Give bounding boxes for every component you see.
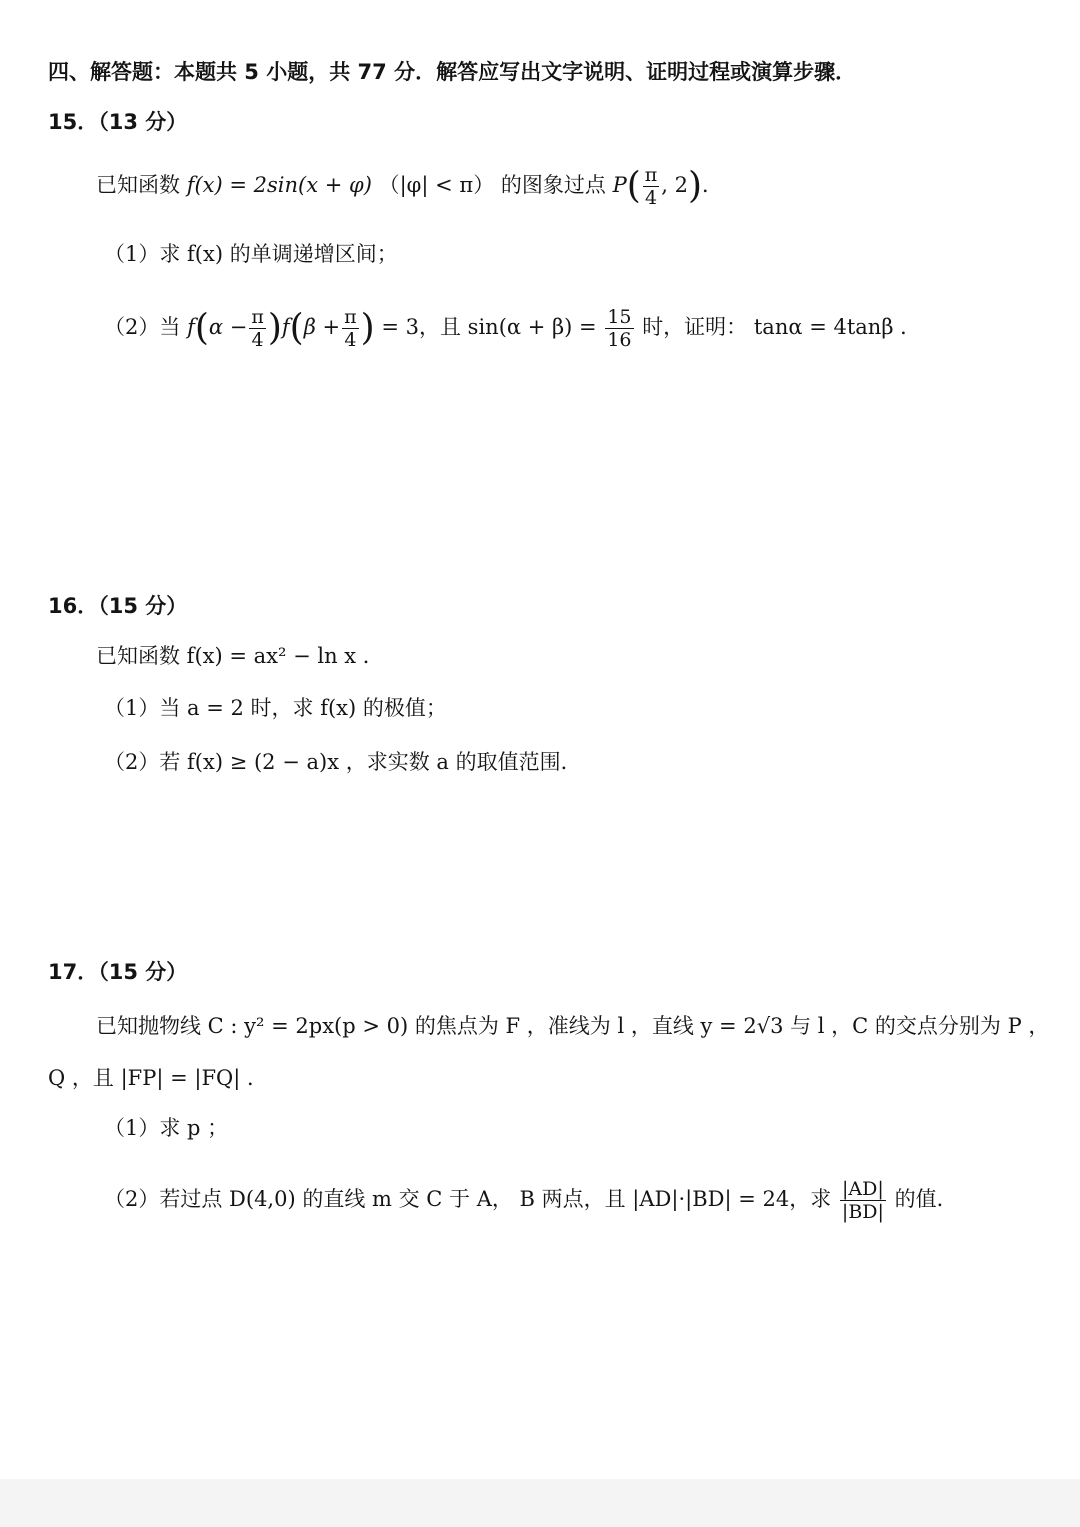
q15-stem-func: f(x) = 2sin(x + φ) <box>186 173 372 197</box>
q17-p2-frac-num: |AD| <box>842 1178 884 1200</box>
q17-part1: （1）求 p ； <box>104 1116 229 1140</box>
q15-p2-f2: f <box>281 315 290 339</box>
section-title: 四、解答题：本题共 5 小题，共 77 分．解答应写出文字说明、证明过程或演算步骤． <box>48 60 857 84</box>
q15-p2-frac2 <box>342 306 359 351</box>
q15-stem: 已知函数 f(x) = 2sin(x + φ) （|φ| < π） 的图象过点 P( $\frac{\pi}{4}$ , 2)． <box>96 164 724 209</box>
q15-stem-cond: （|φ| < π） <box>378 173 495 197</box>
q16-stem: 已知函数 f(x) = ax² − ln x ． <box>96 644 384 668</box>
q17-stem-line1: 已知抛物线 C : y² = 2px(p > 0) 的焦点为 F ，准线为 l ，直线 y = 2√3 与 l ，C 的交点分别为 P ， <box>96 1014 1050 1038</box>
q15-p2-prefix: （2）当 <box>104 315 181 339</box>
q15-p2-f1: f <box>187 315 195 339</box>
q15-stem-end: ． <box>702 173 724 197</box>
q16-number: 16．（15 分） <box>48 594 188 618</box>
q15-p2-frac1-num: π <box>251 306 264 328</box>
q15-p2-frac3 <box>605 306 633 351</box>
q17-part2 <box>104 1178 958 1223</box>
q15-p2-frac3-num: 15 <box>607 306 632 328</box>
q16-part1: （1）当 a = 2 时，求 f(x) 的极值； <box>104 696 447 720</box>
q15-p2-frac1 <box>249 306 266 351</box>
q15-part1: （1）求 f(x) 的单调递增区间； <box>104 242 398 266</box>
q15-point-name: P <box>612 173 627 197</box>
q15-point-num: π <box>644 164 658 186</box>
page-bottom-shade <box>0 1479 1080 1527</box>
q17-number: 17．（15 分） <box>48 960 188 984</box>
q15-p2-frac3-den: 16 <box>607 329 632 351</box>
q16-part2: （2）若 f(x) ≥ (2 − a)x ，求实数 a 的取值范围． <box>104 750 582 774</box>
q15-point-rest: , 2 <box>661 173 688 197</box>
q15-p2-frac2-den: 4 <box>344 329 357 351</box>
q15-part2: （2）当 f(α − $\frac{\pi}{4}$ )f(β + $\frac{\pi}{4}$ ) = 3，且 sin(α + β) = $\frac{15}{16}$ 时，证明： tanα = 4tanβ ． <box>104 306 922 351</box>
q17-p2-frac-den: |BD| <box>841 1201 884 1223</box>
q15-point-den: 4 <box>644 187 658 209</box>
q15-p2-frac1-den: 4 <box>251 329 264 351</box>
q15-p2-arg1: α − <box>208 315 248 339</box>
q15-p2-frac2-num: π <box>344 306 357 328</box>
q17-p2-fraction <box>840 1178 886 1223</box>
q15-number: 15．（13 分） <box>48 110 188 134</box>
q17-p2-suffix: 的值． <box>894 1187 958 1211</box>
q15-p2-arg2: β + <box>303 315 341 339</box>
q15-point-fraction <box>643 164 660 209</box>
q15-stem-mid: 的图象过点 <box>500 173 606 197</box>
q15-stem-prefix: 已知函数 <box>96 173 180 197</box>
q15-p2-suffix: 时，证明： tanα = 4tanβ ． <box>642 315 922 339</box>
q15-p2-eq: = 3，且 sin(α + β) = <box>381 315 597 339</box>
q17-stem-line2: Q ，且 |FP| = |FQ| ． <box>48 1066 268 1090</box>
q17-p2-prefix: （2）若过点 D(4,0) 的直线 m 交 C 于 A， B 两点，且 |AD|·|BD| = 24，求 <box>104 1187 832 1211</box>
